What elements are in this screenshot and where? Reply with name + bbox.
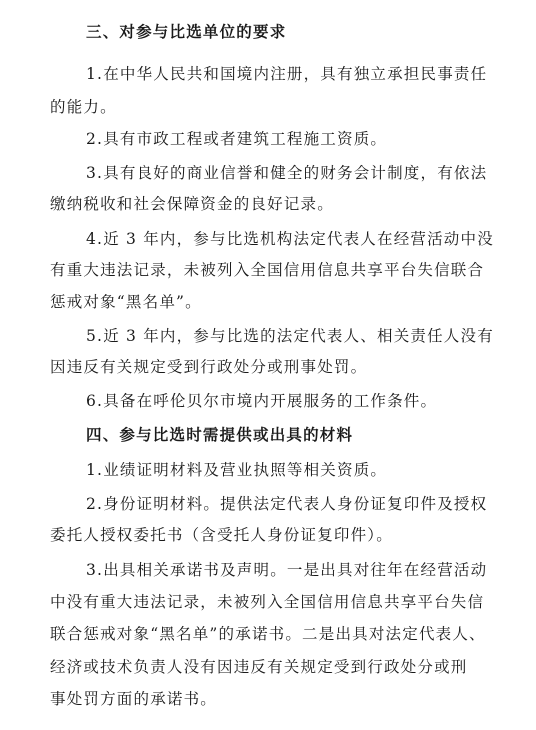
req-3-line-2: 缴纳税收和社会保障资金的良好记录。: [50, 195, 334, 213]
req-1-line-1: 1.在中华人民共和国境内注册，具有独立承担民事责任: [86, 65, 488, 83]
req-1-line-2: 的能力。: [50, 98, 117, 116]
section-heading-materials: 四、参与比选时需提供或出具的材料: [86, 425, 354, 444]
req-4-line-3: 惩戒对象“黑名单”。: [50, 293, 202, 311]
req-5-line-1: 5.近 3 年内，参与比选的法定代表人、相关责任人没有: [86, 327, 494, 345]
req-6-line-1: 6.具备在呼伦贝尔市境内开展服务的工作条件。: [86, 392, 438, 410]
mat-2-line-2: 委托人授权委托书（含受托人身份证复印件）。: [50, 526, 393, 544]
mat-2-line-1: 2.身份证明材料。提供法定代表人身份证复印件及授权: [86, 495, 488, 513]
req-2-line-1: 2.具有市政工程或者建筑工程施工资质。: [86, 130, 388, 148]
mat-3-line-1: 3.出具相关承诺书及声明。一是出具对往年在经营活动: [86, 561, 488, 579]
mat-3-line-4: 经济或技术负责人没有因违反有关规定受到行政处分或刑: [50, 658, 468, 676]
mat-3-line-2: 中没有重大违法记录，未被列入全国信用信息共享平台失信: [50, 593, 485, 611]
req-4-line-1: 4.近 3 年内，参与比选机构法定代表人在经营活动中没: [86, 230, 494, 248]
req-5-line-2: 因违反有关规定受到行政处分或刑事处罚。: [50, 358, 368, 376]
req-3-line-1: 3.具有良好的商业信誉和健全的财务会计制度，有依法: [86, 164, 488, 182]
section-heading-requirements: 三、对参与比选单位的要求: [86, 22, 287, 41]
mat-1-line-1: 1.业绩证明材料及营业执照等相关资质。: [86, 461, 388, 479]
mat-3-line-3: 联合惩戒对象“黑名单”的承诺书。二是出具对法定代表人、: [50, 625, 486, 643]
mat-3-line-5: 事处罚方面的承诺书。: [50, 690, 218, 708]
req-4-line-2: 有重大违法记录，未被列入全国信用信息共享平台失信联合: [50, 261, 485, 279]
